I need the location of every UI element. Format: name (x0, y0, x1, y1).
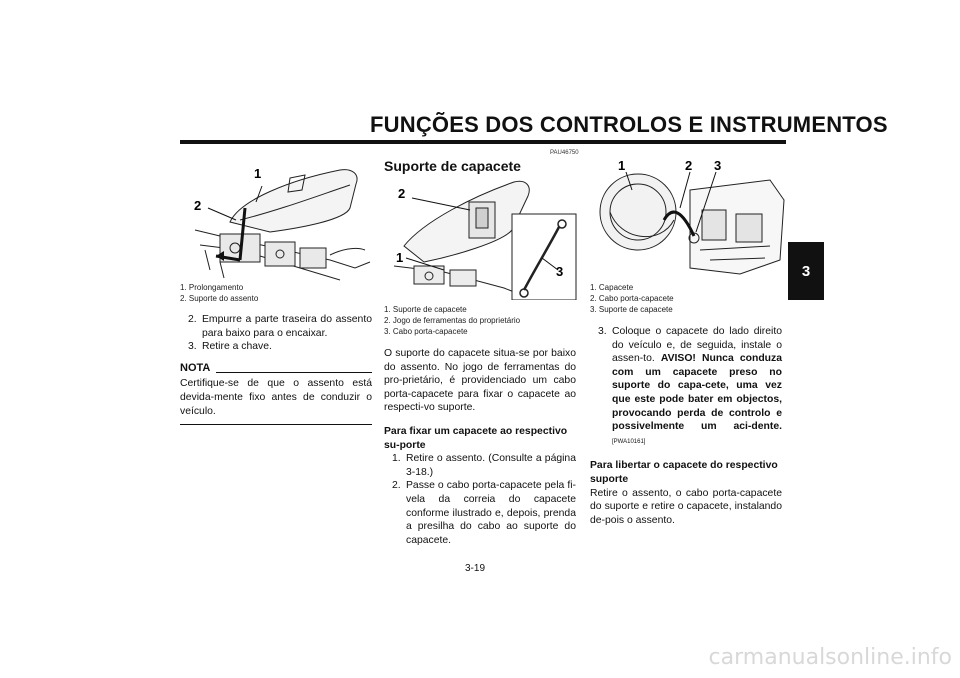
step-number: 3. (598, 326, 607, 337)
figure-helmet-attached-caption (590, 282, 674, 315)
step-item (590, 325, 782, 449)
callout-1: 1 (254, 166, 262, 181)
step-item (384, 452, 576, 479)
warning-text: AVISO! Nunca conduza com um capacete preso no suporte do capa-cete, uma vez que este pode bater em objectos, provocando perda de controlo e possivelmente um aci-dente. (612, 353, 782, 433)
step-text: Retire o assento. (Consulte a página 3-18.) (406, 453, 576, 478)
page-header-title: FUNÇÕES DOS CONTROLOS E INSTRUMENTOS (370, 112, 888, 137)
step-number: 3. (188, 341, 197, 353)
column-1 (180, 313, 372, 425)
caption-item: 1. Capacete (590, 283, 634, 292)
nota-line (216, 372, 372, 373)
helmet-holder-illustration (384, 176, 580, 300)
step-item (384, 479, 576, 547)
step-text (612, 325, 782, 449)
figure-seat (180, 150, 376, 284)
header-rule (180, 140, 786, 144)
nota-label: NOTA (180, 361, 211, 374)
callout-3: 3 (714, 158, 722, 173)
step-item (180, 313, 372, 340)
caption-item: 3. Cabo porta-capacete (384, 327, 468, 336)
figure-helmet-holder-caption (384, 304, 520, 337)
subheading-fix: Para fixar um capacete ao respectivo su-porte (384, 425, 568, 451)
callout-2: 2 (194, 198, 202, 213)
section-title: Suporte de capacete (384, 158, 521, 174)
figure-helmet-holder (384, 176, 580, 300)
caption-item: 2. Cabo porta-capacete (590, 294, 674, 303)
callout-1: 1 (618, 158, 626, 173)
watermark: carmanualsonline.info (708, 645, 952, 670)
step-number: 1. (392, 453, 401, 465)
column-2 (384, 347, 576, 547)
callout-2: 2 (685, 158, 693, 173)
column-3 (590, 325, 782, 527)
caption-item: 2. Jogo de ferramentas do proprietário (384, 316, 521, 325)
step-number: 2. (392, 480, 401, 492)
figure-helmet-attached (590, 150, 786, 280)
step-number: 2. (188, 314, 197, 325)
figure-seat-caption (180, 282, 258, 304)
caption-item: 2. Suporte do assento (180, 294, 259, 303)
step-text: Retire a chave. (202, 341, 272, 353)
section-code: PAU46750 (550, 150, 579, 156)
release-text: Retire o assento, o cabo porta-capacete do suporte e retire o capacete, instalando de-pois o assento. (590, 487, 782, 526)
page-number: 3-19 (465, 563, 486, 574)
helmet-attached-illustration (590, 150, 786, 280)
nota-text: Certifique-se de que o assento está devida-mente fixo antes de conduzir o veículo. (180, 378, 372, 417)
caption-item: 1. Suporte de capacete (384, 305, 467, 314)
callout-3: 3 (556, 264, 564, 279)
step-text: Empurre a parte traseira do assento para baixo para o encaixar. (202, 314, 372, 339)
nota-end-rule (180, 424, 372, 425)
intro-text: O suporte do capacete situa-se por baixo do assento. No jogo de ferramentas do pro-prietário, é providenciado um cabo porta-capacete para fixar o capacete ao respecti-vo suporte. (384, 348, 576, 414)
step-text: Passe o cabo porta-capacete pela fi-vela da correia do capacete conforme ilustrado e, depois, prenda a presilha do cabo ao suporte do capacete. (406, 480, 576, 546)
step-item (180, 340, 372, 354)
nota-heading (180, 362, 372, 376)
chapter-tab: 3 (788, 242, 824, 300)
warning-code: [PWA10161] (612, 438, 646, 445)
subheading-release: Para libertar o capacete do respectivo suporte (590, 460, 778, 485)
caption-item: 3. Suporte de capacete (590, 305, 673, 314)
step-3-text: Coloque o capacete do lado direito do veículo e, de seguida, instale o assen-to. (612, 326, 782, 365)
caption-item: 1. Prolongamento (180, 283, 244, 292)
callout-1: 1 (396, 250, 404, 265)
seat-illustration (180, 150, 376, 284)
callout-2: 2 (398, 186, 406, 201)
